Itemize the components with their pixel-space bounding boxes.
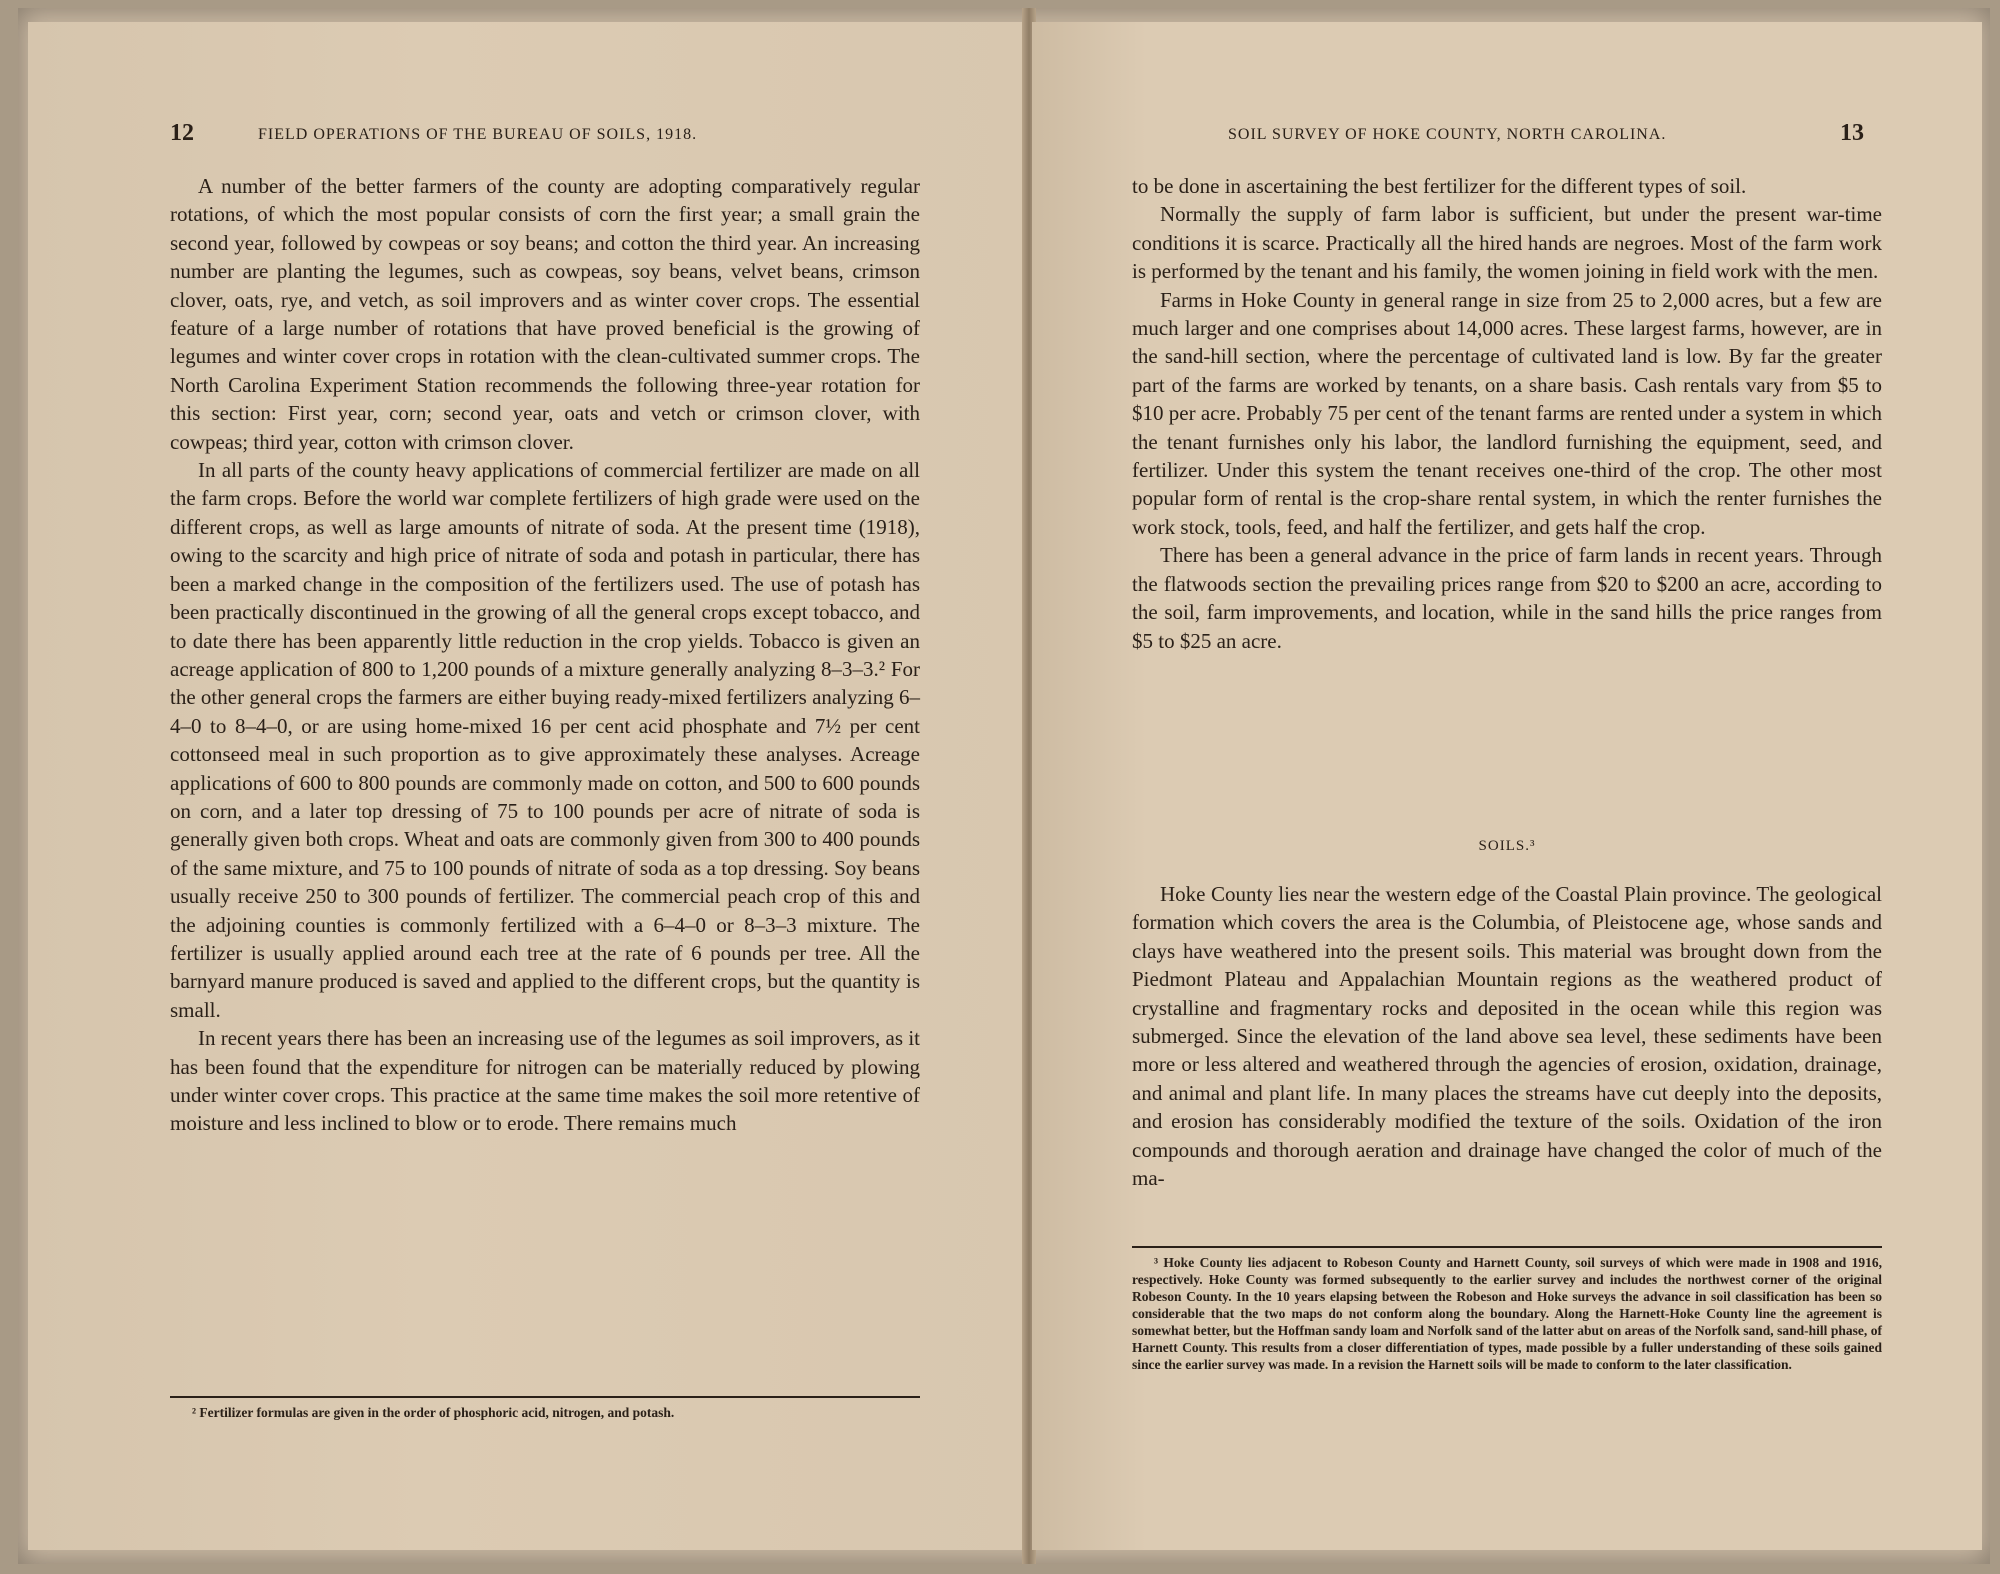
left-body [170,172,920,1138]
left-paragraph-2: In all parts of the county heavy applications of commercial fertilizer are made on all the farm crops. Before the world war complete fertilizers of high grade were used on the different crops, as well as large amounts of nitrate of soda. At the present time (1918), owing to the scarcity and high price of nitrate of soda and potash in particular, there has been a marked change in the composition of the fertilizers used. The use of potash has been practically discontinued in the growing of all the general crops except tobacco, and to date there has been apparently little reduction in the crop yields. Tobacco is given an acreage application of 800 to 1,200 pounds of a mixture generally analyzing 8–3–3.² For the other general crops the farmers are either buying ready-mixed fertilizers analyzing 6–4–0 to 8–4–0, or are using home-mixed 16 per cent acid phosphate and 7½ per cent cottonseed meal in such proportion as to give approximately these analyses. Acreage applications of 600 to 800 pounds are commonly made on cotton, and 500 to 600 pounds on corn, and a later top dressing of 75 to 100 pounds per acre of nitrate of soda is generally given both crops. Wheat and oats are commonly given from 300 to 400 pounds of the same mixture, and 75 to 100 pounds of nitrate of soda as a top dressing. Soy beans usually receive 250 to 300 pounds of fertilizer. The commercial peach crop of this and the adjoining counties is commonly fertilized with a 6–4–0 or 8–3–3 mixture. The fertilizer is usually applied around each tree at the rate of 6 pounds per tree. All the barnyard manure produced is saved and applied to the different crops, but the quantity is small. [170,458,920,1022]
left-paragraph-3: In recent years there has been an increasing use of the legumes as soil improvers, as it has been found that the expenditure for nitrogen can be materially reduced by plowing under winter cover crops. This practice at the same time makes the soil more retentive of moisture and less inclined to blow or to erode. There remains much [170,1026,920,1136]
footnote-right [1132,1254,1882,1373]
section-heading-soils: SOILS.³ [1478,838,1536,854]
running-head-right: SOIL SURVEY OF HOKE COUNTY, NORTH CAROLINA. [1228,126,1667,143]
right-paragraph-2: Normally the supply of farm labor is sufficient, but under the present war-time conditions it is scarce. Practically all the hired hands are negroes. Most of the farm work is performed by the tenant and his family, the women joining in field work with the men. [1132,202,1882,284]
right-page [1032,22,1982,1550]
footnote-rule-left [170,1396,920,1398]
footnote-right-text: ³ Hoke County lies adjacent to Robeson County and Harnett County, soil surveys of which were made in 1908 and 1916, respectively. Hoke County was formed subsequently to the earlier survey and includes the northwest corner of the original Robeson County. In the 10 years elapsing between the Robeson and Hoke surveys the advance in soil classification has been so considerable that the two maps do not conform along the boundary. Along the Harnett-Hoke County line the agreement is somewhat better, but the Hoffman sandy loam and Norfolk sand of the latter abut on areas of the Norfolk sand, sand-hill phase, of Harnett County. This results from a closer differentiation of types, made possible by a fuller understanding of these soils gained since the earlier survey was made. In a revision the Harnett soils will be made to conform to the later classification. [1132,1255,1882,1372]
open-book [18,8,1990,1564]
footnote-left [170,1404,920,1421]
right-body-top [1132,172,1882,655]
footnote-rule-right [1132,1246,1882,1248]
left-paragraph-1: A number of the better farmers of the county are adopting comparatively regular rotations, of which the most popular consists of corn the first year; a small grain the second year, followed by cowpeas or soy beans; and cotton the third year. An increasing number are planting the legumes, such as cowpeas, soy beans, velvet beans, crimson clover, oats, rye, and vetch, as soil improvers and as winter cover crops. The essential feature of a large number of rotations that have proved beneficial is the growing of legumes and winter cover crops in rotation with the clean-cultivated summer crops. The North Carolina Experiment Station recommends the following three-year rotation for this section: First year, corn; second year, oats and vetch or crimson clover, with cowpeas; third year, cotton with crimson clover. [170,174,920,454]
right-paragraph-4: There has been a general advance in the price of farm lands in recent years. Through the flatwoods section the prevailing prices range from $20 to $200 an acre, according to the soil, farm improvements, and location, while in the sand hills the price ranges from $5 to $25 an acre. [1132,543,1882,653]
page-number-left: 12 [170,120,194,146]
soils-paragraph-1: Hoke County lies near the western edge of the Coastal Plain province. The geological formation which covers the area is the Columbia, of Pleistocene age, whose sands and clays have weathered into the present soils. This material was brought down from the Piedmont Plateau and Appalachian Mountain regions as the weathered product of crystalline and fragmentary rocks and deposited in the ocean while this region was submerged. Since the elevation of the land above sea level, these sediments have been more or less altered and weathered through the agencies of erosion, oxidation, drainage, and animal and plant life. In many places the streams have cut deeply into the deposits, and erosion has considerably modified the texture of the soils. Oxidation of the iron compounds and thorough aeration and drainage have changed the color of much of the ma- [1132,882,1882,1191]
right-paragraph-3: Farms in Hoke County in general range in size from 25 to 2,000 acres, but a few are much larger and one comprises about 14,000 acres. These largest farms, however, are in the sand-hill section, where the percentage of cultivated land is low. By far the greater part of the farms are worked by tenants, on a share basis. Cash rentals vary from $5 to $10 per acre. Probably 75 per cent of the tenant farms are rented under a system in which the tenant furnishes only his labor, the landlord furnishing the equipment, seed, and fertilizer. Under this system the tenant receives one-third of the crop. The other most popular form of rental is the crop-share rental system, in which the renter furnishes the work stock, tools, feed, and half the fertilizer, and gets half the crop. [1132,287,1882,539]
page-number-right: 13 [1840,120,1864,146]
running-head-left: FIELD OPERATIONS OF THE BUREAU OF SOILS, 1918. [258,126,698,143]
footnote-left-text: ² Fertilizer formulas are given in the order of phosphoric acid, nitrogen, and potash. [192,1405,675,1420]
right-body-soils [1132,880,1882,1192]
left-page [28,22,1029,1550]
right-paragraph-1: to be done in ascertaining the best fertilizer for the different types of soil. [1132,174,1747,198]
